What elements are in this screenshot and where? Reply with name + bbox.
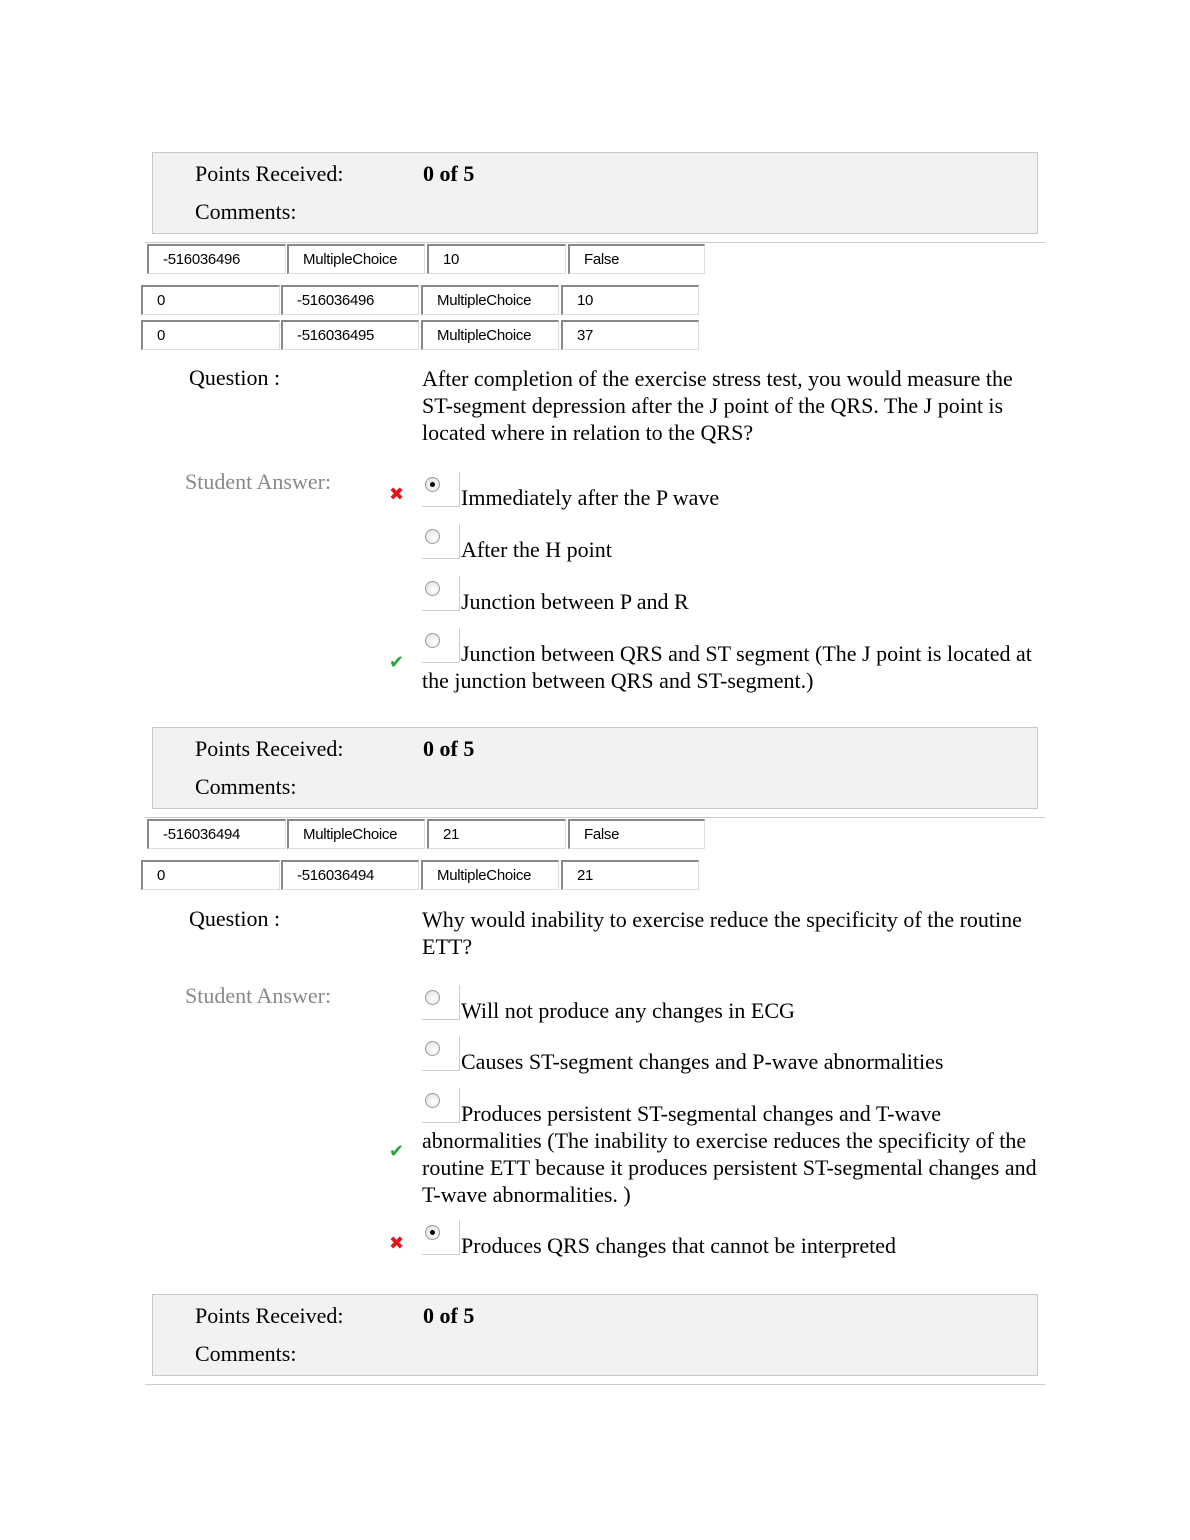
meta-cell: False <box>568 819 705 849</box>
meta-cell: MultipleChoice <box>421 320 559 350</box>
comments-label: Comments: <box>195 774 297 799</box>
meta-cell: False <box>568 244 705 274</box>
option-text: Immediately after the P wave <box>461 485 720 510</box>
meta-cell: MultipleChoice <box>421 285 559 315</box>
option-text: After the H point <box>461 537 612 562</box>
radio[interactable] <box>425 529 440 544</box>
points-label: Points Received: <box>195 1303 344 1328</box>
radio[interactable] <box>425 1093 440 1108</box>
option-text: Produces QRS changes that cannot be interpreted <box>461 1233 896 1258</box>
check-icon: ✔ <box>389 1141 405 1162</box>
meta-cell: -516036496 <box>281 285 419 315</box>
answer-option[interactable] <box>422 476 1037 511</box>
divider <box>145 817 1045 818</box>
answer-option[interactable] <box>422 1040 1037 1075</box>
points-panel <box>152 727 1038 809</box>
radio[interactable] <box>425 1041 440 1056</box>
radio[interactable] <box>425 633 440 648</box>
answer-option[interactable] <box>422 1224 1037 1259</box>
answer-option[interactable] <box>422 580 1037 615</box>
radio-selected[interactable] <box>425 1225 440 1240</box>
meta-cell: 37 <box>561 320 699 350</box>
meta-cell: -516036494 <box>147 819 286 849</box>
divider <box>145 1384 1045 1385</box>
meta-cell: 21 <box>427 819 566 849</box>
points-panel <box>152 152 1038 234</box>
option-text: Causes ST-segment changes and P-wave abnormalities <box>461 1049 944 1074</box>
points-label: Points Received: <box>195 161 344 186</box>
meta-cell: -516036495 <box>281 320 419 350</box>
comments-label: Comments: <box>195 1341 297 1366</box>
radio[interactable] <box>425 990 440 1005</box>
meta-cell: MultipleChoice <box>421 860 559 890</box>
points-value: 0 of 5 <box>423 736 475 761</box>
points-value: 0 of 5 <box>423 161 475 186</box>
meta-cell: 0 <box>141 285 280 315</box>
question-text: After completion of the exercise stress test, you would measure the ST-segment depression after the J point of the QRS. The J point is located where in relation to the QRS? <box>422 366 1013 445</box>
option-text: Junction between P and R <box>461 589 689 614</box>
meta-cell: -516036494 <box>281 860 419 890</box>
meta-cell: MultipleChoice <box>287 244 425 274</box>
radio[interactable] <box>425 581 440 596</box>
meta-cell: 10 <box>427 244 566 274</box>
meta-cell: 21 <box>561 860 699 890</box>
question-label: Question : <box>189 906 281 931</box>
wrong-icon: ✖ <box>389 484 405 505</box>
meta-cell: MultipleChoice <box>287 819 425 849</box>
radio-selected[interactable] <box>425 477 440 492</box>
divider <box>145 242 1045 243</box>
points-value: 0 of 5 <box>423 1303 475 1328</box>
wrong-icon: ✖ <box>389 1233 405 1254</box>
comments-label: Comments: <box>195 199 297 224</box>
question-text: Why would inability to exercise reduce the specificity of the routine ETT? <box>422 907 1022 959</box>
answer-option[interactable] <box>422 989 1037 1024</box>
points-label: Points Received: <box>195 736 344 761</box>
option-text: Produces persistent ST-segmental changes and T-wave abnormalities (The inability to exercise reduces the specificity of the routine ETT because it produces persistent ST-segmental changes and T-wave abnormalities. ) <box>422 1101 1037 1207</box>
student-answer-label: Student Answer: <box>185 469 332 494</box>
meta-cell: 0 <box>141 320 280 350</box>
meta-cell: -516036496 <box>147 244 286 274</box>
answer-option[interactable] <box>422 1092 1037 1208</box>
answer-option[interactable] <box>422 632 1037 694</box>
answer-option[interactable] <box>422 528 1037 563</box>
question-label: Question : <box>189 365 281 390</box>
option-text: Will not produce any changes in ECG <box>461 998 795 1023</box>
meta-cell: 0 <box>141 860 280 890</box>
check-icon: ✔ <box>389 652 405 673</box>
points-panel <box>152 1294 1038 1376</box>
meta-cell: 10 <box>561 285 699 315</box>
option-text: Junction between QRS and ST segment (The J point is located at the junction between QRS and ST-segment.) <box>422 641 1032 693</box>
student-answer-label: Student Answer: <box>185 983 332 1008</box>
